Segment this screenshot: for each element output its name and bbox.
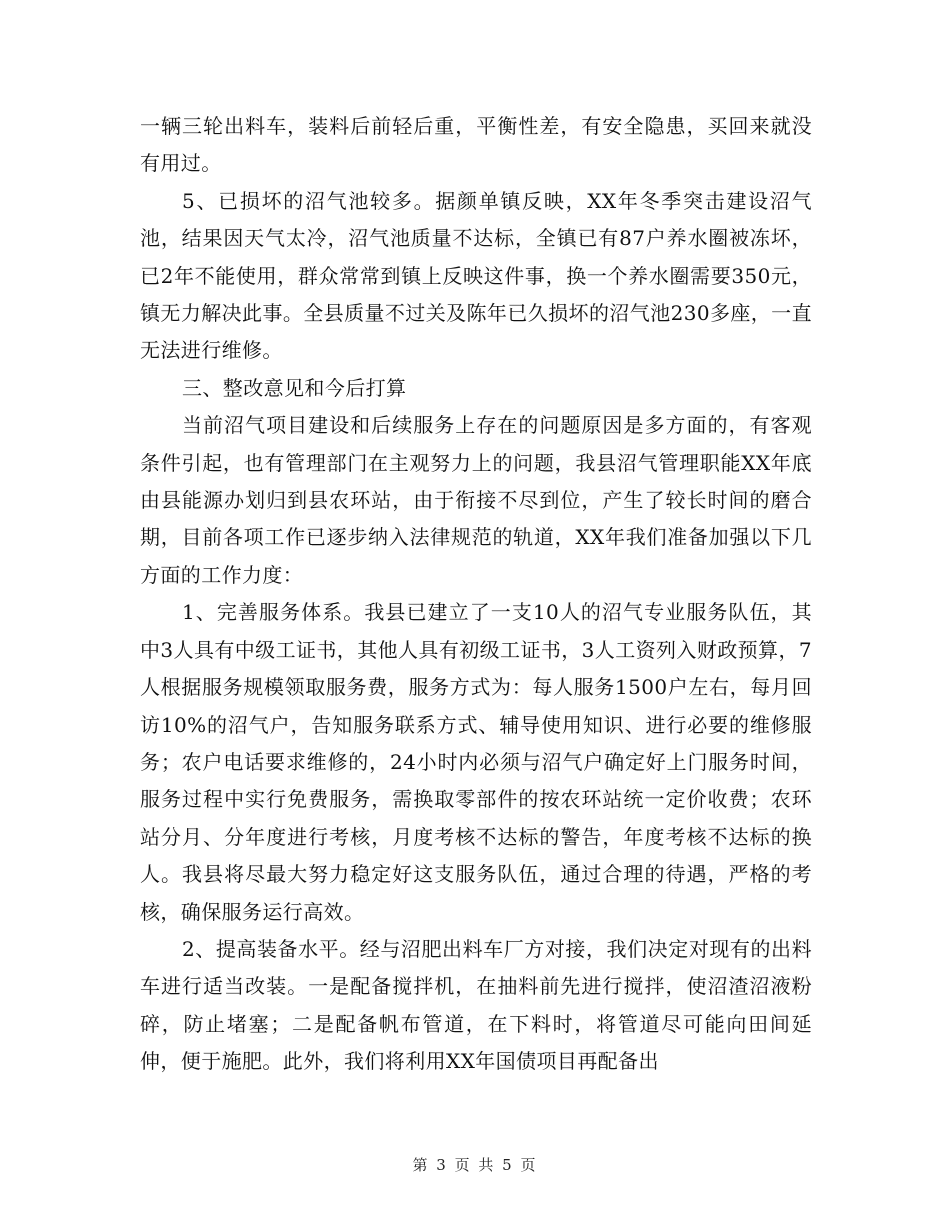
page-number-footer: 第 3 页 共 5 页	[412, 1156, 538, 1174]
paragraph-continuation: 一辆三轮出料车，装料后前轻后重，平衡性差，有安全隐患，买回来就没有用过。	[140, 114, 812, 176]
paragraph-item-5: 5、已损坏的沼气池较多。据颜单镇反映，XX年冬季突击建设沼气池，结果因天气太冷，沼气池质量不达标，全镇已有87户养水圈被冻坏，已2年不能使用，群众常常到镇上反映这件事，换一个养水圈需要350元，镇无力解决此事。全县质量不过关及陈年已久损坏的沼气池230多座，一直无法进行维修。	[140, 188, 812, 363]
paragraph-intro: 当前沼气项目建设和后续服务上存在的问题原因是多方面的，有客观条件引起，也有管理部门在主观努力上的问题，我县沼气管理职能XX年底由县能源办划归到县农环站，由于衔接不尽到位，产生了较长时间的磨合期，目前各项工作已逐步纳入法律规范的轨道，XX年我们准备加强以下几方面的工作力度：	[140, 413, 812, 587]
section-heading: 三、整改意见和今后打算	[182, 375, 407, 400]
document-body	[140, 108, 812, 1081]
paragraph-item-2: 2、提高装备水平。经与沼肥出料车厂方对接，我们决定对现有的出料车进行适当改装。一是配备搅拌机，在抽料前先进行搅拌，使沼渣沼液粉碎，防止堵塞；二是配备帆布管道，在下料时，将管道尽可能向田间延伸，便于施肥。此外，我们将利用XX年国债项目再配备出	[140, 936, 812, 1074]
paragraph-item-1: 1、完善服务体系。我县已建立了一支10人的沼气专业服务队伍，其中3人具有中级工证书，其他人具有初级工证书，3人工资列入财政预算，7人根据服务规模领取服务费，服务方式为：每人服务1500户左右，每月回访10%的沼气户，告知服务联系方式、辅导使用知识、进行必要的维修服务；农户电话要求维修的，24小时内必须与沼气户确定好上门服务时间，服务过程中实行免费服务，需换取零部件的按农环站统一定价收费；农环站分月、分年度进行考核，月度考核不达标的警告，年度考核不达标的换人。我县将尽最大努力稳定好这支服务队伍，通过合理的待遇，严格的考核，确保服务运行高效。	[140, 600, 812, 924]
